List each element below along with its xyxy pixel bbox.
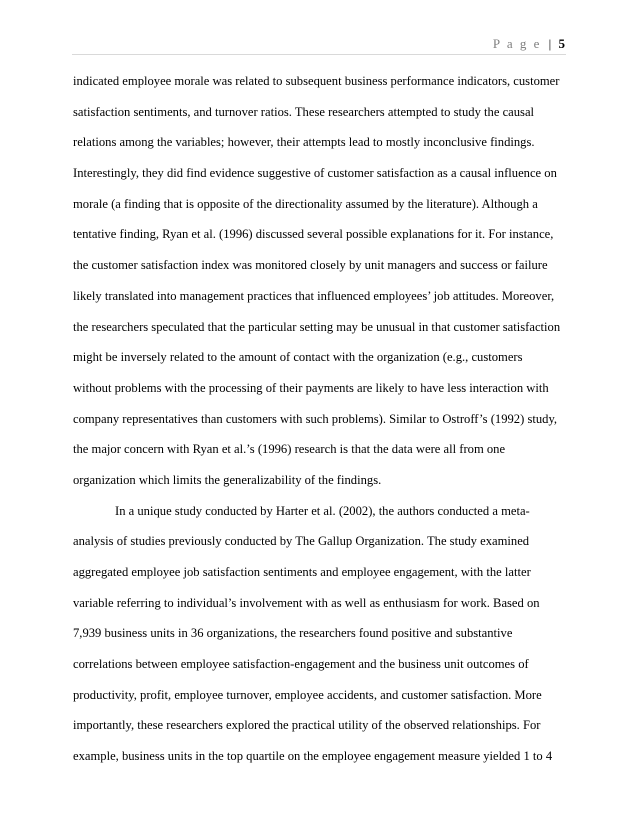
text-line: might be inversely related to the amount of contact with the organization (e.g., customers: [73, 350, 523, 365]
body-text: [73, 66, 567, 772]
text-line: organization which limits the generalizability of the findings.: [73, 472, 382, 487]
header-rule: [72, 54, 566, 55]
text-line: analysis of studies previously conducted by The Gallup Organization. The study examined: [73, 534, 530, 549]
page-label: P a g e: [492, 36, 542, 51]
page-header: [493, 36, 565, 52]
text-line: variable referring to individual’s involvement with as well as enthusiasm for work. Based on: [73, 595, 540, 610]
text-line: without problems with the processing of their payments are likely to have less interaction with: [73, 380, 549, 395]
text-line: aggregated employee job satisfaction sentiments and employee engagement, with the latter: [73, 565, 531, 579]
text-line: correlations between employee satisfaction-engagement and the business unit outcomes of: [73, 657, 529, 672]
text-line: tentative finding, Ryan et al. (1996) discussed several possible explanations for it. For instance,: [73, 227, 554, 242]
text-line: indicated employee morale was related to subsequent business performance indicators, customer: [73, 74, 560, 88]
text-line: Interestingly, they did find evidence suggestive of customer satisfaction as a causal influence on: [73, 166, 557, 181]
text-line: company representatives than customers with such problems). Similar to Ostroff’s (1992) study,: [73, 411, 558, 426]
text-line: likely translated into management practices that influenced employees’ job attitudes. Moreover,: [73, 288, 555, 303]
paragraph-first-line: In a unique study conducted by Harter et al. (2002), the authors conducted a meta-: [115, 503, 530, 518]
page-separator: |: [548, 36, 552, 51]
text-line: the researchers speculated that the particular setting may be unusual in that customer satisfaction: [73, 319, 561, 334]
text-line: 7,939 business units in 36 organizations, the researchers found positive and substantive: [73, 626, 513, 641]
text-line: productivity, profit, employee turnover, employee accidents, and customer satisfaction. More: [73, 687, 542, 702]
text-line: the major concern with Ryan et al.’s (1996) research is that the data were all from one: [73, 442, 506, 457]
text-line: morale (a finding that is opposite of the directionality assumed by the literature). Although a: [73, 196, 538, 211]
text-line: the customer satisfaction index was monitored closely by unit managers and success or failure: [73, 258, 548, 273]
text-line: example, business units in the top quartile on the employee engagement measure yielded 1 to 4: [73, 749, 553, 764]
text-line: satisfaction sentiments, and turnover ratios. These researchers attempted to study the causal: [73, 104, 535, 119]
text-line: importantly, these researchers explored the practical utility of the observed relationships. For: [73, 718, 541, 733]
page-number: 5: [558, 36, 565, 51]
text-line: relations among the variables; however, their attempts lead to mostly inconclusive findings.: [73, 135, 535, 150]
